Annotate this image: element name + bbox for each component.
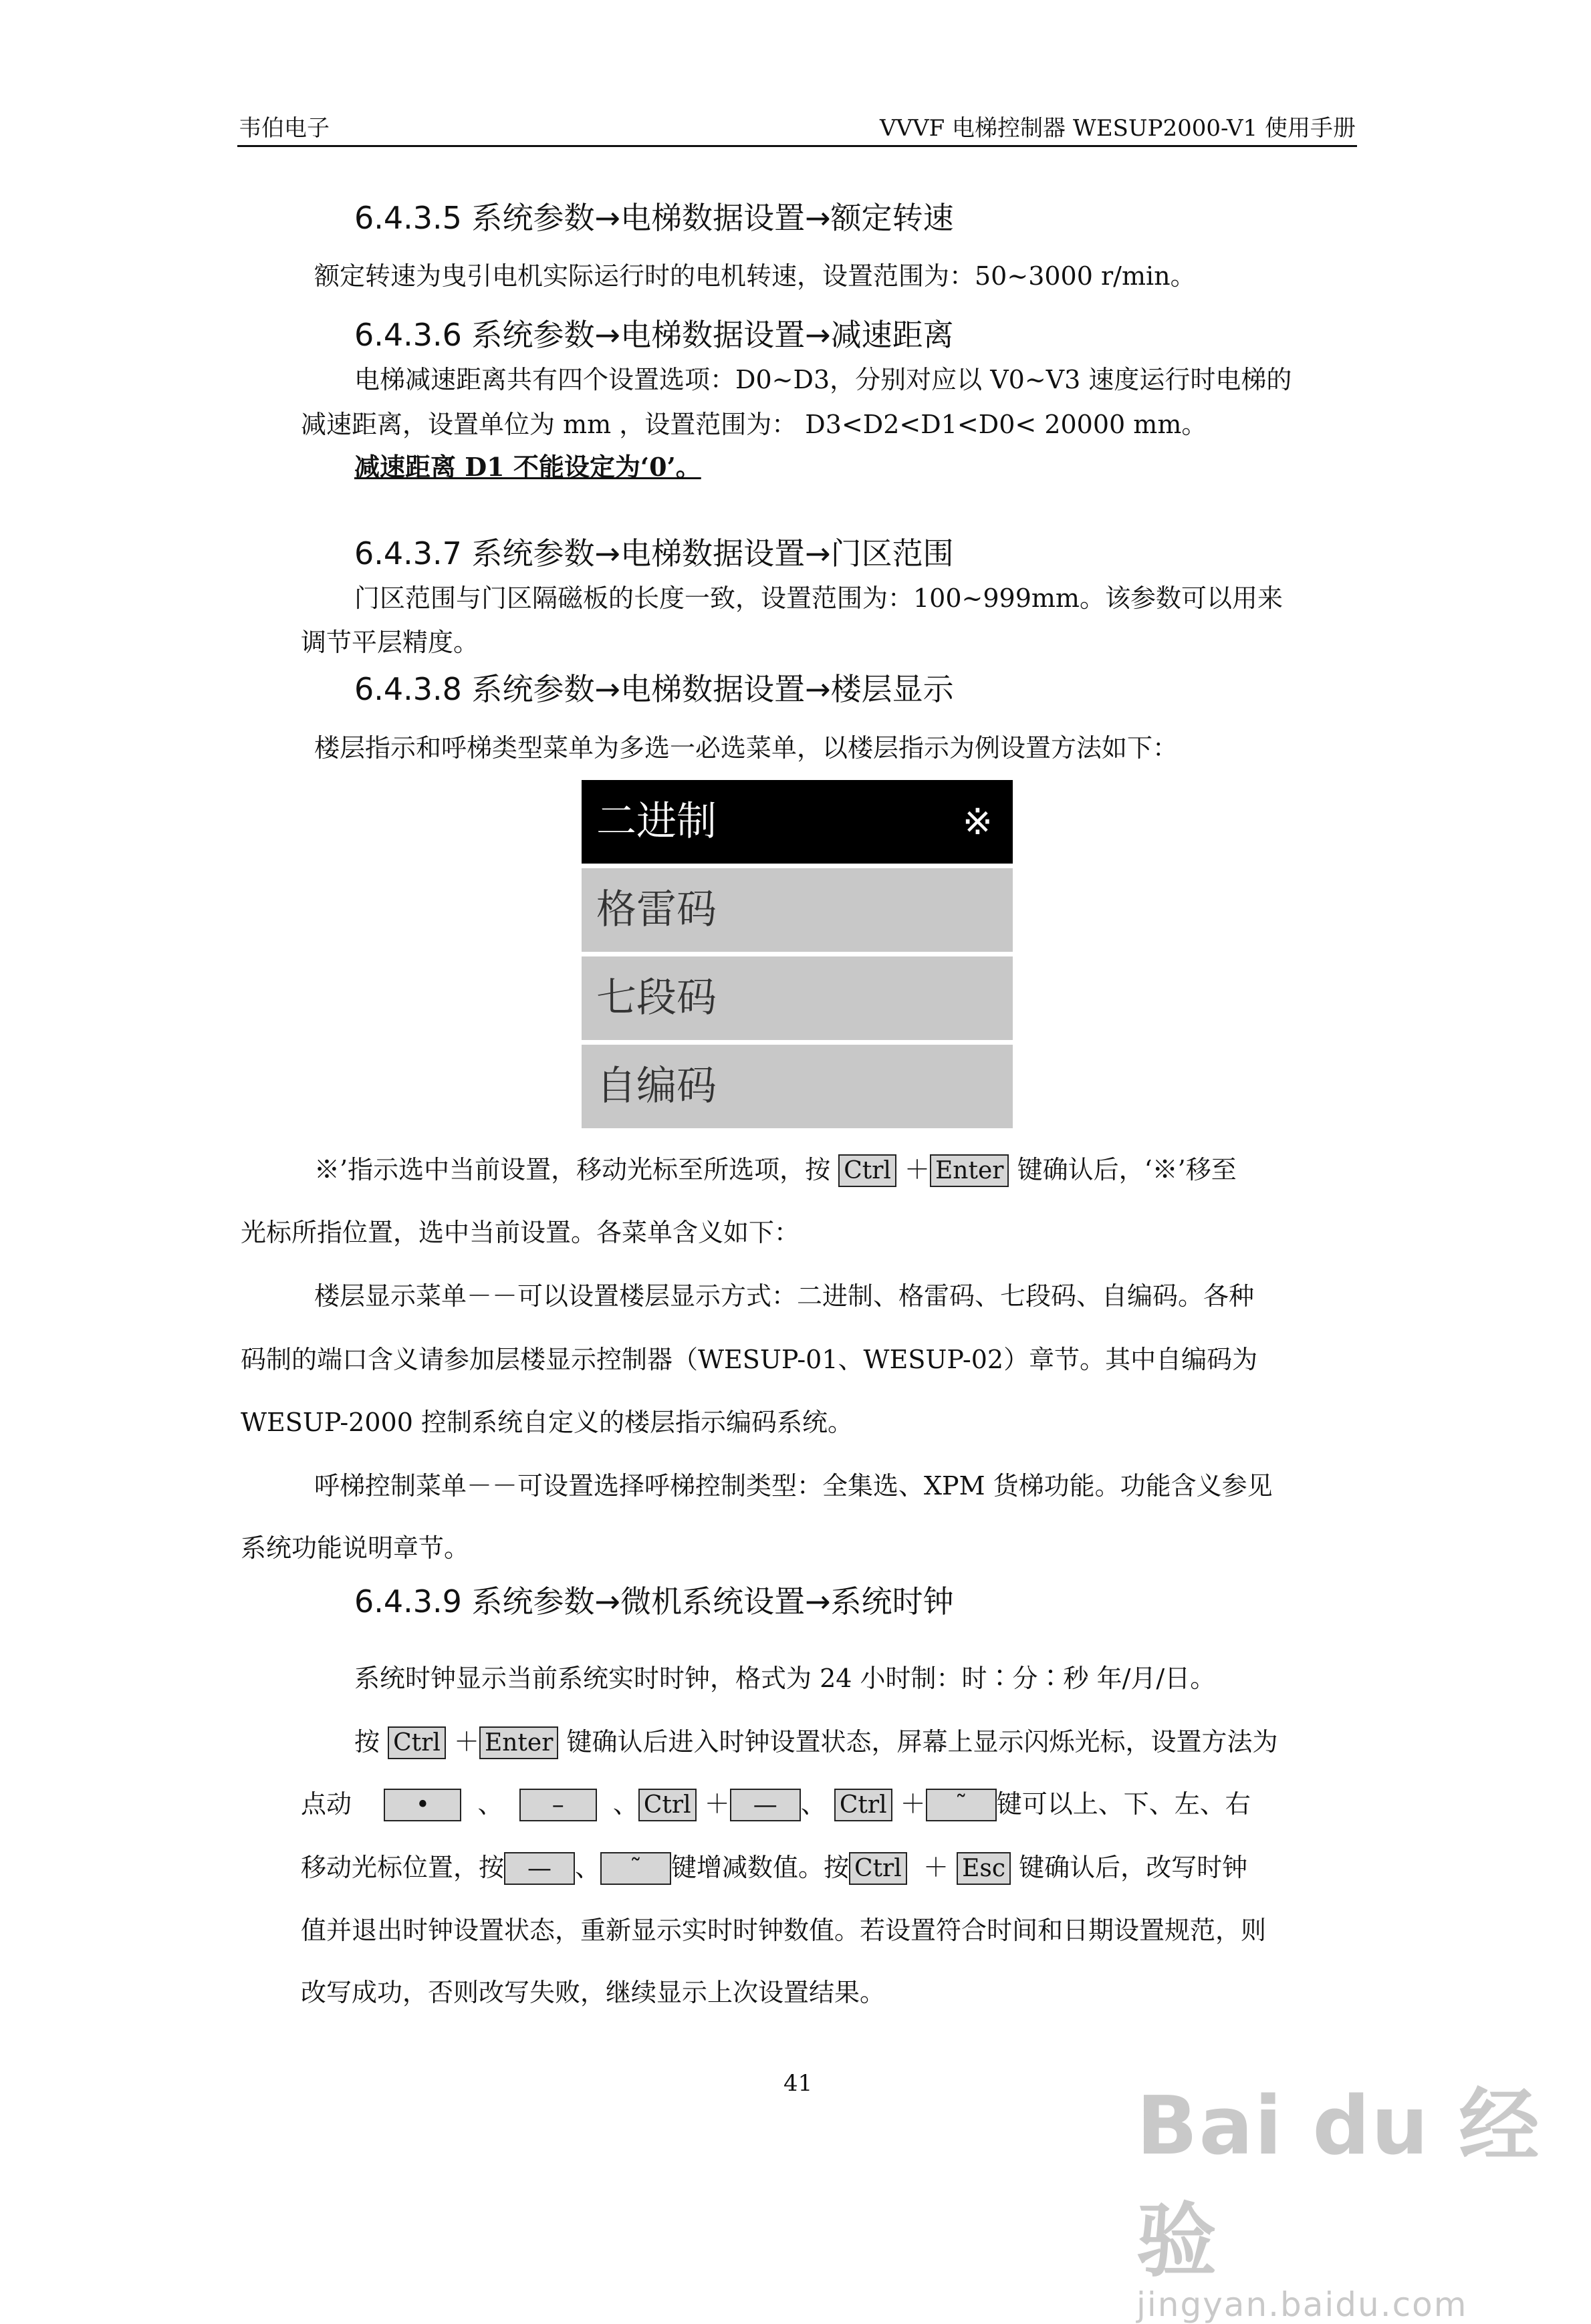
paragraph: 额定转速为曳引电机实际运行时的电机转速，设置范围为：50~3000 r/min。	[314, 261, 1196, 291]
section-title-6437: 6.4.3.7 系统参数→电梯数据设置→门区范围	[354, 535, 954, 571]
menu-item-label: 自编码	[596, 1063, 717, 1110]
section-title-6439: 6.4.3.9 系统参数→微机系统设置→系统时钟	[354, 1583, 954, 1620]
baidu-watermark	[1136, 2062, 1591, 2324]
paragraph: 减速距离，设置单位为 mm ，设置范围为： D3<D2<D1<D0< 20000 mm。	[301, 410, 1207, 439]
paragraph: 楼层指示和呼梯类型菜单为多选一必选菜单，以楼层指示为例设置方法如下：	[314, 733, 1179, 763]
text: 点动	[301, 1789, 352, 1819]
paragraph: 电梯减速距离共有四个设置选项：D0~D3，分别对应以 V0~V3 速度运行时电梯的	[354, 365, 1292, 394]
paragraph-line	[301, 1783, 1251, 1821]
watermark-url: jingyan.baidu.com	[1136, 2285, 1468, 2324]
paragraph: WESUP-2000 控制系统自定义的楼层指示编码系统。	[241, 1408, 853, 1437]
text: 键确认后，‘※’移至	[1017, 1155, 1237, 1184]
tilde-key: ˜	[926, 1789, 997, 1821]
text: ※’指示选中当前设置，移动光标至所选项，按	[314, 1155, 831, 1184]
enter-key: Enter	[479, 1726, 558, 1759]
paragraph: 码制的端口含义请参加层楼显示控制器（WESUP-01、WESUP-02）章节。其中自编码为	[241, 1345, 1258, 1374]
dot-key: •	[384, 1789, 461, 1821]
enter-key: Enter	[930, 1154, 1009, 1187]
paragraph: 改写成功，否则改写失败，继续显示上次设置结果。	[301, 1978, 886, 2007]
plus: ＋	[704, 1789, 730, 1819]
plus: ＋	[904, 1155, 931, 1184]
watermark-logo-text: Bai du 经验	[1136, 2080, 1541, 2288]
sep: 、	[575, 1853, 601, 1882]
section-title-6435: 6.4.3.5 系统参数→电梯数据设置→额定转速	[354, 200, 954, 236]
text: 按	[354, 1727, 380, 1757]
text: 键可以上、下、左、右	[996, 1789, 1251, 1819]
paragraph: 调节平层精度。	[301, 628, 479, 657]
text: 键增减数值。按	[671, 1853, 850, 1882]
paragraph: 光标所指位置，选中当前设置。各菜单含义如下：	[241, 1218, 800, 1247]
tilde-key: ˜	[600, 1852, 671, 1885]
plus: ＋	[453, 1727, 479, 1757]
dash-key: —	[730, 1789, 801, 1821]
menu-item-seven-segment[interactable]	[582, 956, 1013, 1040]
ctrl-key: Ctrl	[838, 1154, 896, 1187]
menu-item-label: 七段码	[596, 975, 717, 1021]
paragraph: 系统功能说明章节。	[241, 1533, 470, 1563]
text: 键确认后进入时钟设置状态，屏幕上显示闪烁光标，设置方法为	[566, 1727, 1278, 1757]
paragraph: 值并退出时钟设置状态，重新显示实时时钟数值。若设置符合时间和日期设置规范，则	[301, 1916, 1267, 1945]
sep: 、	[477, 1789, 503, 1819]
ctrl-key: Ctrl	[834, 1789, 892, 1821]
section-title-6438: 6.4.3.8 系统参数→电梯数据设置→楼层显示	[354, 671, 954, 707]
esc-key: Esc	[957, 1852, 1011, 1885]
header-rule	[237, 145, 1357, 147]
ctrl-key: Ctrl	[388, 1726, 446, 1759]
header-left: 韦伯电子	[239, 115, 330, 142]
menu-item-label: 格雷码	[596, 886, 717, 933]
page-number: 41	[783, 2070, 813, 2097]
ctrl-key: Ctrl	[638, 1789, 697, 1821]
selected-mark-icon: ※	[962, 801, 993, 843]
paragraph: 楼层显示菜单－－可以设置楼层显示方式：二进制、格雷码、七段码、自编码。各种	[314, 1281, 1255, 1311]
plus: ＋	[900, 1789, 926, 1819]
text: 键确认后，改写时钟	[1019, 1853, 1248, 1882]
plus: ＋	[923, 1853, 949, 1882]
paragraph: 系统时钟显示当前系统实时时钟，格式为 24 小时制：时∶分∶秒 年/月/日。	[354, 1664, 1216, 1693]
sep: 、	[800, 1789, 826, 1819]
menu-item-label: 二进制	[596, 798, 717, 845]
paragraph: 呼梯控制菜单－－可设置选择呼梯控制类型：全集选、XPM 货梯功能。功能含义参见	[314, 1471, 1273, 1501]
ctrl-key: Ctrl	[849, 1852, 907, 1885]
header-right: VVVF 电梯控制器 WESUP2000-V1 使用手册	[880, 115, 1356, 142]
paragraph-line	[301, 1847, 1247, 1885]
paragraph: 门区范围与门区隔磁板的长度一致，设置范围为：100~999mm。该参数可以用来	[354, 584, 1283, 613]
text: 移动光标位置，按	[301, 1853, 505, 1882]
warning-note: 减速距离 D1 不能设定为‘0’。	[354, 452, 701, 482]
menu-item-custom-code[interactable]	[582, 1045, 1013, 1128]
menu-item-binary[interactable]	[582, 780, 1013, 864]
dash-key: —	[504, 1852, 575, 1885]
sep: 、	[612, 1789, 638, 1819]
paragraph-line	[314, 1149, 1237, 1187]
menu-item-gray-code[interactable]	[582, 868, 1013, 952]
section-title-6436: 6.4.3.6 系统参数→电梯数据设置→减速距离	[354, 317, 954, 353]
minus-key: –	[519, 1789, 597, 1821]
paragraph-line	[354, 1721, 1278, 1759]
